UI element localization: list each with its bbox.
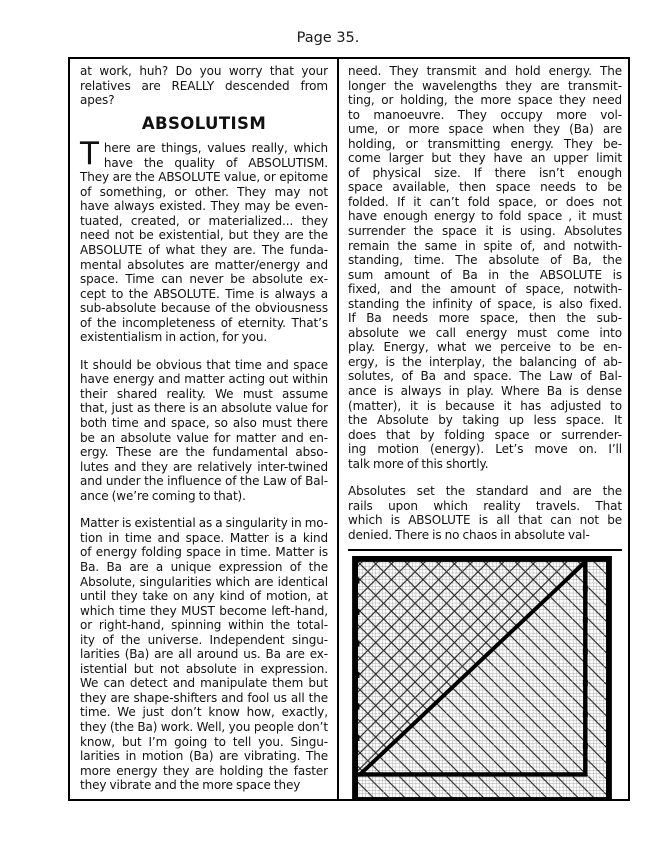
text-line: surrender the space it is using. Absolutes bbox=[348, 224, 622, 239]
text-line: (matter), it is because it has adjusted to bbox=[348, 398, 622, 413]
text-line: which is ABSOLUTE is all that can not be bbox=[348, 513, 622, 528]
text-line: or right-hand, spinning within the total- bbox=[80, 618, 328, 633]
text-line: come larger but they have an upper limit bbox=[348, 151, 622, 166]
text-line: that, just as there is an absolute value for bbox=[80, 401, 328, 416]
text-line: ergy, is the interplay, the balancing of ab- bbox=[348, 354, 622, 369]
text-line: here are things, values really, which bbox=[103, 141, 328, 156]
text-line: and under the influence of the Law of Bal- bbox=[80, 474, 328, 489]
text-line: space. Time can never be absolute ex- bbox=[80, 272, 328, 287]
text-line: cept to the ABSOLUTE. Time is always a bbox=[80, 286, 328, 301]
text-line: have the quality of ABSOLUTISM. bbox=[103, 155, 328, 170]
text-line: lutes and they are relatively inter-twined bbox=[80, 459, 328, 474]
text-line: rails upon which reality travels. That bbox=[348, 498, 622, 513]
text-line: have energy and matter acting out within bbox=[80, 372, 328, 387]
text-line: Absolutes set the standard and are the bbox=[348, 484, 622, 499]
text-line: more energy they are holding the faster bbox=[80, 763, 328, 778]
text-line: larities (Ba) are all around us. Ba are ex- bbox=[80, 647, 328, 662]
text-line: space available, then space needs to be bbox=[348, 180, 622, 195]
text-line: mental absolutes are matter/energy and bbox=[80, 257, 328, 272]
text-line: sum amount of Ba in the ABSOLUTE is bbox=[348, 267, 622, 282]
page-number: Page 35. bbox=[296, 30, 360, 46]
text-line: ing motion (energy). Let’s move on. I’ll bbox=[348, 442, 622, 457]
text-line: standing the infinity of space, is also fixed. bbox=[348, 296, 622, 311]
paragraph bbox=[80, 516, 328, 792]
text-line: know, but I’m going to tell you. Singu- bbox=[80, 734, 328, 749]
text-line: need. They transmit and hold energy. The bbox=[348, 64, 622, 78]
text-line: ance is always in play. Where Ba is dense bbox=[348, 384, 622, 399]
text-line: have enough energy to fold space , it must bbox=[348, 209, 622, 224]
text-line: Absolute, singularities which are identical bbox=[80, 574, 328, 589]
figure-folded-space-diagram bbox=[352, 556, 620, 802]
dropcap-paragraph bbox=[80, 136, 328, 345]
paragraph bbox=[348, 64, 622, 471]
text-line: longer the wavelengths they are transmit- bbox=[348, 78, 622, 93]
text-line: of the incompleteness of eternity. That’s bbox=[80, 315, 328, 330]
text-line: be an absolute value for matter and en- bbox=[80, 430, 328, 445]
text-line: folded. If it can’t fold space, or does not bbox=[348, 194, 622, 209]
text-line: istential but not absolute in expression. bbox=[80, 661, 328, 676]
text-line: larities in motion (Ba) are vibrating. The bbox=[80, 749, 328, 764]
text-line: solutes, of Ba and space. The Law of Bal- bbox=[348, 369, 622, 384]
intro-paragraph bbox=[80, 64, 328, 108]
text-line: relatives are REALLY descended from bbox=[80, 78, 328, 93]
text-line: Ba. Ba are a unique expression of the bbox=[80, 559, 328, 574]
text-line: which time they MUST become left-hand, bbox=[80, 603, 328, 618]
text-line: ity of the universe. Independent singu- bbox=[80, 632, 328, 647]
text-line: Matter is existential as a singularity in mo- bbox=[80, 516, 328, 531]
text-line: sub-absolute because of the obviousness bbox=[80, 301, 328, 316]
content-frame bbox=[68, 57, 630, 801]
text-line: tuated, created, or materialized... they bbox=[80, 213, 328, 228]
text-line: does that by folding space or surrender- bbox=[348, 427, 622, 442]
text-line: remain the same in spite of, and notwith- bbox=[348, 238, 622, 253]
right-column bbox=[339, 59, 628, 799]
text-line: ting, or holding, the more space they need bbox=[348, 93, 622, 108]
text-line: apes? bbox=[80, 93, 115, 108]
text-line: of something, or other. They may not bbox=[80, 184, 328, 199]
text-line: their shared reality. We must assume bbox=[80, 386, 328, 401]
text-line: at work, huh? Do you worry that your bbox=[80, 64, 328, 78]
text-line: They are the ABSOLUTE value, or epitome bbox=[80, 170, 328, 185]
text-line: they vibrate and the more space they bbox=[80, 778, 301, 793]
text-line: both time and space, so also must there bbox=[80, 416, 328, 431]
section-heading: ABSOLUTISM bbox=[141, 113, 267, 133]
text-line: to manoeuvre. They occupy more vol- bbox=[348, 107, 622, 122]
text-line: until they take on any kind of motion, at bbox=[80, 589, 328, 604]
dropcap-paragraph-lines bbox=[80, 136, 328, 345]
column-rule bbox=[348, 549, 622, 551]
text-line: they (the Ba) work. Well, you people don’t bbox=[80, 719, 328, 734]
text-line: We can detect and manipulate them but bbox=[80, 676, 328, 691]
text-line: holding, or transmitting energy. They be- bbox=[348, 136, 622, 151]
text-line: time. We just don’t know how, exactly, bbox=[80, 705, 328, 720]
text-line: It should be obvious that time and space bbox=[80, 357, 328, 372]
text-line: play. Energy, what we perceive to be en- bbox=[348, 340, 622, 355]
text-line: of physical size. If there isn’t enough bbox=[348, 165, 622, 180]
text-line: ABSOLUTE of what they are. The funda- bbox=[80, 243, 328, 258]
text-line: ance (we’re coming to that). bbox=[80, 488, 246, 503]
text-line: the Absolute by taking up less space. It bbox=[348, 413, 622, 428]
text-line: have always existed. They may be even- bbox=[80, 199, 328, 214]
text-line: tion in time and space. Matter is a kind bbox=[80, 530, 328, 545]
paragraph bbox=[80, 358, 328, 503]
text-line: of energy folding space in time. Matter is bbox=[80, 545, 328, 560]
drop-cap-letter: T bbox=[80, 136, 99, 173]
text-line: fixed, and the amount of space, notwith- bbox=[348, 282, 622, 297]
text-line: ume, or more space when they (Ba) are bbox=[348, 122, 622, 137]
text-line: ergy. These are the fundamental abso- bbox=[80, 445, 328, 460]
text-line: standing, time. The absolute of Ba, the bbox=[348, 253, 622, 268]
text-line: If Ba needs more space, then the sub- bbox=[348, 311, 622, 326]
text-line: talk more of this shortly. bbox=[348, 456, 489, 471]
text-line: they are shape-shifters and fool us all the bbox=[80, 690, 328, 705]
text-line: absolute we call energy must come into bbox=[348, 325, 622, 340]
text-line: need not be existential, but they are the bbox=[80, 228, 328, 243]
paragraph bbox=[348, 484, 622, 542]
crosshatch-triangle-graphic bbox=[352, 556, 612, 802]
text-line: existentialism in action, for you. bbox=[80, 330, 268, 345]
left-column bbox=[70, 59, 339, 799]
text-line: denied. There is no chaos in absolute val- bbox=[348, 527, 590, 542]
